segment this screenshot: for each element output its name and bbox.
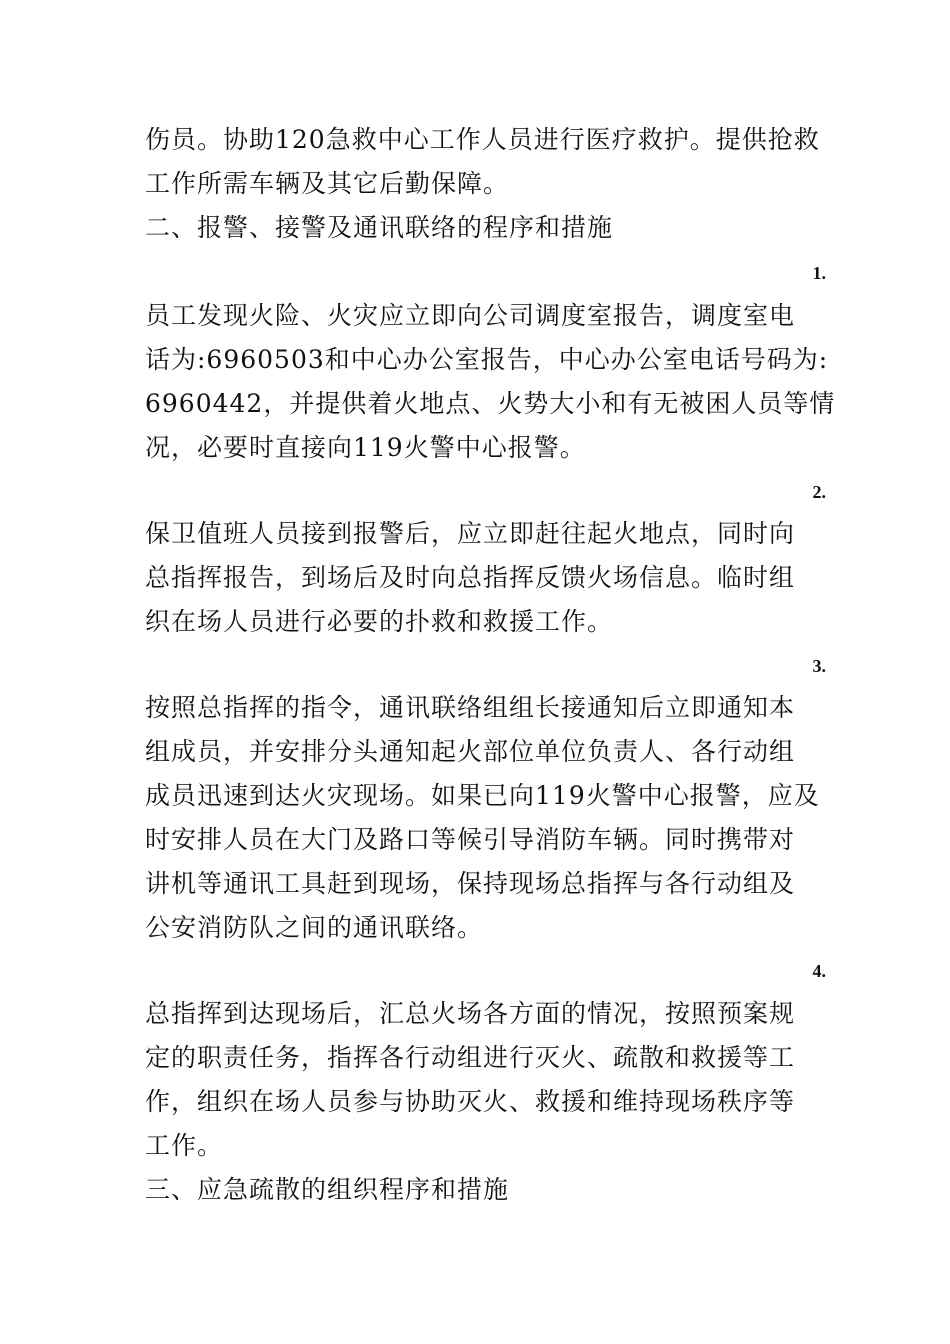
item-number: 1. — [812, 263, 826, 283]
text-line: 6960442，并提供着火地点、火势大小和有无被困人员等情 — [145, 389, 836, 418]
section-heading: 二、报警、接警及通讯联络的程序和措施 — [145, 213, 614, 242]
item-number: 4. — [812, 961, 826, 981]
text-line: 织在场人员进行必要的扑救和救援工作。 — [145, 607, 614, 636]
text-line: 定的职责任务，指挥各行动组进行灭火、疏散和救援等工 — [145, 1043, 796, 1072]
item-number: 2. — [812, 482, 826, 502]
text-line: 话为:6960503和中心办公室报告，中心办公室电话号码为: — [145, 345, 829, 374]
text-line: 讲机等通讯工具赶到现场，保持现场总指挥与各行动组及 — [145, 869, 796, 898]
text-line: 工作。 — [145, 1131, 224, 1160]
text-line: 组成员，并安排分头通知起火部位单位负责人、各行动组 — [145, 737, 796, 766]
text-line: 况，必要时直接向119火警中心报警。 — [145, 433, 586, 462]
text-line: 时安排人员在大门及路口等候引导消防车辆。同时携带对 — [145, 825, 796, 854]
text-line: 作，组织在场人员参与协助灭火、救援和维持现场秩序等 — [145, 1087, 796, 1116]
section-heading: 三、应急疏散的组织程序和措施 — [145, 1175, 510, 1204]
text-line: 总指挥到达现场后，汇总火场各方面的情况，按照预案规 — [145, 999, 796, 1028]
text-line: 保卫值班人员接到报警后，应立即赶往起火地点，同时向 — [145, 519, 796, 548]
text-line: 按照总指挥的指令，通讯联络组组长接通知后立即通知本 — [145, 693, 796, 722]
text-line: 总指挥报告，到场后及时向总指挥反馈火场信息。临时组 — [145, 563, 796, 592]
text-line: 员工发现火险、火灾应立即向公司调度室报告，调度室电 — [145, 301, 796, 330]
text-line: 公安消防队之间的通讯联络。 — [145, 913, 484, 942]
text-line: 伤员。协助120急救中心工作人员进行医疗救护。提供抢救 — [145, 125, 820, 154]
text-line: 工作所需车辆及其它后勤保障。 — [145, 169, 510, 198]
item-number: 3. — [812, 656, 826, 676]
text-line: 成员迅速到达火灾现场。如果已向119火警中心报警，应及 — [145, 781, 820, 810]
